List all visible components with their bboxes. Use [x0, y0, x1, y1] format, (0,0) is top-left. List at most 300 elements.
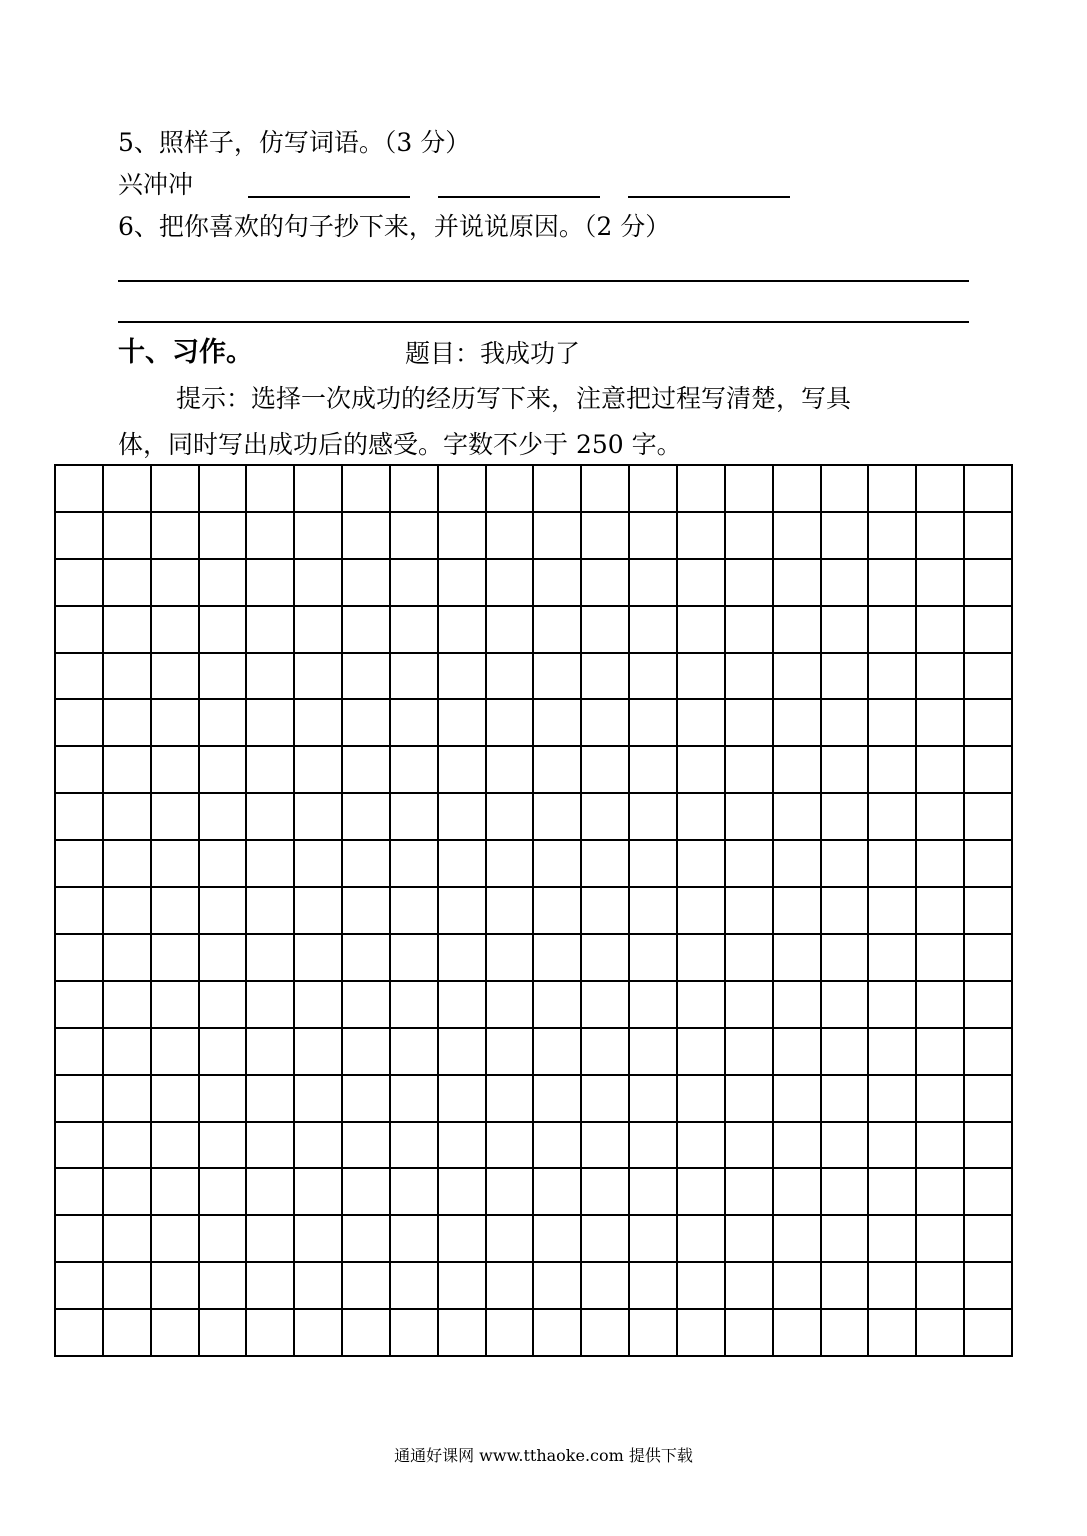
grid-cell[interactable]	[487, 888, 535, 935]
grid-cell[interactable]	[774, 935, 822, 982]
grid-cell[interactable]	[534, 1076, 582, 1123]
grid-cell[interactable]	[678, 841, 726, 888]
grid-cell[interactable]	[678, 1123, 726, 1170]
grid-cell[interactable]	[822, 560, 870, 607]
grid-cell[interactable]	[534, 560, 582, 607]
grid-cell[interactable]	[56, 747, 104, 794]
grid-cell[interactable]	[439, 513, 487, 560]
grid-cell[interactable]	[247, 1169, 295, 1216]
grid-cell[interactable]	[200, 1076, 248, 1123]
grid-cell[interactable]	[726, 888, 774, 935]
grid-cell[interactable]	[343, 1123, 391, 1170]
grid-cell[interactable]	[582, 700, 630, 747]
grid-cell[interactable]	[582, 1263, 630, 1310]
grid-cell[interactable]	[439, 841, 487, 888]
grid-cell[interactable]	[247, 1263, 295, 1310]
grid-cell[interactable]	[56, 841, 104, 888]
grid-cell[interactable]	[104, 1123, 152, 1170]
grid-cell[interactable]	[56, 1310, 104, 1357]
grid-cell[interactable]	[391, 888, 439, 935]
grid-cell[interactable]	[726, 607, 774, 654]
grid-cell[interactable]	[200, 982, 248, 1029]
grid-cell[interactable]	[391, 1169, 439, 1216]
grid-cell[interactable]	[869, 747, 917, 794]
grid-cell[interactable]	[726, 1169, 774, 1216]
grid-cell[interactable]	[726, 560, 774, 607]
grid-cell[interactable]	[152, 1123, 200, 1170]
grid-cell[interactable]	[822, 747, 870, 794]
grid-cell[interactable]	[200, 654, 248, 701]
grid-cell[interactable]	[774, 560, 822, 607]
grid-cell[interactable]	[200, 1216, 248, 1263]
grid-cell[interactable]	[200, 841, 248, 888]
grid-cell[interactable]	[630, 841, 678, 888]
grid-cell[interactable]	[678, 607, 726, 654]
grid-cell[interactable]	[152, 747, 200, 794]
grid-cell[interactable]	[200, 1310, 248, 1357]
grid-cell[interactable]	[869, 1169, 917, 1216]
grid-cell[interactable]	[917, 607, 965, 654]
grid-cell[interactable]	[965, 841, 1013, 888]
grid-cell[interactable]	[487, 841, 535, 888]
grid-cell[interactable]	[774, 1123, 822, 1170]
grid-cell[interactable]	[965, 1169, 1013, 1216]
grid-cell[interactable]	[678, 935, 726, 982]
grid-cell[interactable]	[582, 1123, 630, 1170]
grid-cell[interactable]	[965, 700, 1013, 747]
grid-cell[interactable]	[726, 841, 774, 888]
grid-cell[interactable]	[152, 1310, 200, 1357]
grid-cell[interactable]	[630, 1263, 678, 1310]
grid-cell[interactable]	[726, 747, 774, 794]
grid-cell[interactable]	[295, 654, 343, 701]
grid-cell[interactable]	[200, 1123, 248, 1170]
grid-cell[interactable]	[487, 607, 535, 654]
grid-cell[interactable]	[439, 794, 487, 841]
grid-cell[interactable]	[343, 1310, 391, 1357]
grid-cell[interactable]	[822, 1123, 870, 1170]
grid-cell[interactable]	[917, 1123, 965, 1170]
grid-cell[interactable]	[343, 607, 391, 654]
grid-cell[interactable]	[439, 1029, 487, 1076]
grid-cell[interactable]	[56, 888, 104, 935]
grid-cell[interactable]	[774, 700, 822, 747]
grid-cell[interactable]	[391, 1216, 439, 1263]
grid-cell[interactable]	[917, 1076, 965, 1123]
grid-cell[interactable]	[630, 560, 678, 607]
grid-cell[interactable]	[343, 794, 391, 841]
grid-cell[interactable]	[582, 560, 630, 607]
grid-cell[interactable]	[152, 513, 200, 560]
grid-cell[interactable]	[247, 1076, 295, 1123]
grid-cell[interactable]	[917, 888, 965, 935]
grid-cell[interactable]	[247, 1123, 295, 1170]
grid-cell[interactable]	[56, 1263, 104, 1310]
grid-cell[interactable]	[774, 466, 822, 513]
grid-cell[interactable]	[678, 747, 726, 794]
grid-cell[interactable]	[104, 982, 152, 1029]
grid-cell[interactable]	[295, 841, 343, 888]
grid-cell[interactable]	[391, 1123, 439, 1170]
grid-cell[interactable]	[391, 1029, 439, 1076]
grid-cell[interactable]	[247, 841, 295, 888]
grid-cell[interactable]	[439, 607, 487, 654]
grid-cell[interactable]	[965, 513, 1013, 560]
grid-cell[interactable]	[152, 1169, 200, 1216]
grid-cell[interactable]	[152, 1029, 200, 1076]
grid-cell[interactable]	[152, 654, 200, 701]
grid-cell[interactable]	[104, 560, 152, 607]
grid-cell[interactable]	[343, 560, 391, 607]
grid-cell[interactable]	[152, 888, 200, 935]
grid-cell[interactable]	[56, 982, 104, 1029]
grid-cell[interactable]	[630, 1076, 678, 1123]
grid-cell[interactable]	[582, 935, 630, 982]
grid-cell[interactable]	[391, 607, 439, 654]
grid-cell[interactable]	[104, 607, 152, 654]
grid-cell[interactable]	[487, 1169, 535, 1216]
grid-cell[interactable]	[726, 1029, 774, 1076]
grid-cell[interactable]	[678, 654, 726, 701]
grid-cell[interactable]	[247, 700, 295, 747]
grid-cell[interactable]	[774, 513, 822, 560]
grid-cell[interactable]	[630, 1029, 678, 1076]
grid-cell[interactable]	[391, 560, 439, 607]
grid-cell[interactable]	[965, 1076, 1013, 1123]
grid-cell[interactable]	[487, 794, 535, 841]
grid-cell[interactable]	[295, 466, 343, 513]
grid-cell[interactable]	[678, 1169, 726, 1216]
grid-cell[interactable]	[774, 1310, 822, 1357]
grid-cell[interactable]	[582, 888, 630, 935]
grid-cell[interactable]	[247, 654, 295, 701]
grid-cell[interactable]	[726, 1216, 774, 1263]
grid-cell[interactable]	[534, 607, 582, 654]
grid-cell[interactable]	[200, 888, 248, 935]
grid-cell[interactable]	[678, 1263, 726, 1310]
grid-cell[interactable]	[56, 654, 104, 701]
grid-cell[interactable]	[439, 1076, 487, 1123]
grid-cell[interactable]	[56, 1216, 104, 1263]
grid-cell[interactable]	[56, 1076, 104, 1123]
grid-cell[interactable]	[295, 1216, 343, 1263]
grid-cell[interactable]	[630, 1169, 678, 1216]
grid-cell[interactable]	[391, 1310, 439, 1357]
grid-cell[interactable]	[343, 841, 391, 888]
grid-cell[interactable]	[822, 935, 870, 982]
grid-cell[interactable]	[534, 654, 582, 701]
grid-cell[interactable]	[391, 935, 439, 982]
grid-cell[interactable]	[152, 607, 200, 654]
grid-cell[interactable]	[295, 1029, 343, 1076]
grid-cell[interactable]	[678, 1076, 726, 1123]
grid-cell[interactable]	[104, 466, 152, 513]
grid-cell[interactable]	[917, 560, 965, 607]
grid-cell[interactable]	[630, 607, 678, 654]
grid-cell[interactable]	[822, 982, 870, 1029]
grid-cell[interactable]	[822, 513, 870, 560]
grid-cell[interactable]	[247, 1216, 295, 1263]
grid-cell[interactable]	[200, 607, 248, 654]
grid-cell[interactable]	[917, 982, 965, 1029]
grid-cell[interactable]	[439, 654, 487, 701]
grid-cell[interactable]	[295, 935, 343, 982]
grid-cell[interactable]	[630, 1216, 678, 1263]
grid-cell[interactable]	[104, 888, 152, 935]
grid-cell[interactable]	[678, 700, 726, 747]
grid-cell[interactable]	[343, 935, 391, 982]
grid-cell[interactable]	[917, 654, 965, 701]
grid-cell[interactable]	[487, 513, 535, 560]
grid-cell[interactable]	[678, 1029, 726, 1076]
grid-cell[interactable]	[247, 747, 295, 794]
grid-cell[interactable]	[200, 935, 248, 982]
grid-cell[interactable]	[869, 560, 917, 607]
grid-cell[interactable]	[822, 654, 870, 701]
grid-cell[interactable]	[152, 841, 200, 888]
grid-cell[interactable]	[200, 747, 248, 794]
grid-cell[interactable]	[104, 513, 152, 560]
grid-cell[interactable]	[439, 747, 487, 794]
grid-cell[interactable]	[965, 982, 1013, 1029]
grid-cell[interactable]	[774, 888, 822, 935]
grid-cell[interactable]	[247, 982, 295, 1029]
grid-cell[interactable]	[822, 700, 870, 747]
grid-cell[interactable]	[582, 513, 630, 560]
answer-line-1[interactable]	[118, 280, 969, 282]
grid-cell[interactable]	[391, 841, 439, 888]
grid-cell[interactable]	[869, 1263, 917, 1310]
grid-cell[interactable]	[56, 700, 104, 747]
grid-cell[interactable]	[487, 1216, 535, 1263]
grid-cell[interactable]	[582, 1216, 630, 1263]
grid-cell[interactable]	[295, 1263, 343, 1310]
grid-cell[interactable]	[247, 466, 295, 513]
grid-cell[interactable]	[295, 888, 343, 935]
grid-cell[interactable]	[774, 794, 822, 841]
grid-cell[interactable]	[869, 700, 917, 747]
grid-cell[interactable]	[534, 1029, 582, 1076]
grid-cell[interactable]	[104, 1076, 152, 1123]
grid-cell[interactable]	[391, 1076, 439, 1123]
grid-cell[interactable]	[104, 794, 152, 841]
grid-cell[interactable]	[295, 982, 343, 1029]
grid-cell[interactable]	[822, 794, 870, 841]
grid-cell[interactable]	[582, 607, 630, 654]
grid-cell[interactable]	[534, 466, 582, 513]
grid-cell[interactable]	[534, 1310, 582, 1357]
grid-cell[interactable]	[822, 1169, 870, 1216]
answer-line-2[interactable]	[118, 321, 969, 323]
grid-cell[interactable]	[774, 841, 822, 888]
grid-cell[interactable]	[295, 747, 343, 794]
grid-cell[interactable]	[200, 560, 248, 607]
grid-cell[interactable]	[343, 1076, 391, 1123]
grid-cell[interactable]	[917, 513, 965, 560]
grid-cell[interactable]	[726, 935, 774, 982]
grid-cell[interactable]	[917, 1310, 965, 1357]
grid-cell[interactable]	[295, 1076, 343, 1123]
grid-cell[interactable]	[534, 1216, 582, 1263]
grid-cell[interactable]	[200, 1263, 248, 1310]
grid-cell[interactable]	[295, 1123, 343, 1170]
grid-cell[interactable]	[295, 794, 343, 841]
grid-cell[interactable]	[200, 513, 248, 560]
grid-cell[interactable]	[439, 1169, 487, 1216]
grid-cell[interactable]	[822, 888, 870, 935]
grid-cell[interactable]	[56, 560, 104, 607]
grid-cell[interactable]	[152, 700, 200, 747]
grid-cell[interactable]	[917, 841, 965, 888]
grid-cell[interactable]	[295, 560, 343, 607]
grid-cell[interactable]	[869, 841, 917, 888]
grid-cell[interactable]	[487, 935, 535, 982]
grid-cell[interactable]	[678, 982, 726, 1029]
grid-cell[interactable]	[822, 466, 870, 513]
grid-cell[interactable]	[582, 1310, 630, 1357]
grid-cell[interactable]	[343, 1169, 391, 1216]
grid-cell[interactable]	[439, 700, 487, 747]
grid-cell[interactable]	[247, 1029, 295, 1076]
grid-cell[interactable]	[965, 794, 1013, 841]
grid-cell[interactable]	[247, 607, 295, 654]
grid-cell[interactable]	[295, 513, 343, 560]
grid-cell[interactable]	[726, 513, 774, 560]
grid-cell[interactable]	[534, 513, 582, 560]
grid-cell[interactable]	[439, 888, 487, 935]
grid-cell[interactable]	[104, 747, 152, 794]
grid-cell[interactable]	[630, 935, 678, 982]
grid-cell[interactable]	[869, 607, 917, 654]
grid-cell[interactable]	[582, 794, 630, 841]
grid-cell[interactable]	[200, 1169, 248, 1216]
grid-cell[interactable]	[965, 747, 1013, 794]
grid-cell[interactable]	[678, 794, 726, 841]
grid-cell[interactable]	[247, 888, 295, 935]
answer-blank-3[interactable]	[628, 196, 790, 198]
grid-cell[interactable]	[391, 1263, 439, 1310]
grid-cell[interactable]	[678, 466, 726, 513]
writing-grid[interactable]	[54, 464, 1013, 1357]
grid-cell[interactable]	[343, 982, 391, 1029]
grid-cell[interactable]	[534, 747, 582, 794]
grid-cell[interactable]	[774, 607, 822, 654]
grid-cell[interactable]	[822, 1216, 870, 1263]
grid-cell[interactable]	[391, 982, 439, 1029]
grid-cell[interactable]	[822, 607, 870, 654]
grid-cell[interactable]	[965, 1310, 1013, 1357]
grid-cell[interactable]	[343, 747, 391, 794]
grid-cell[interactable]	[295, 1310, 343, 1357]
grid-cell[interactable]	[534, 841, 582, 888]
grid-cell[interactable]	[774, 1076, 822, 1123]
grid-cell[interactable]	[56, 607, 104, 654]
grid-cell[interactable]	[630, 982, 678, 1029]
grid-cell[interactable]	[152, 1216, 200, 1263]
grid-cell[interactable]	[439, 1263, 487, 1310]
grid-cell[interactable]	[630, 1310, 678, 1357]
grid-cell[interactable]	[247, 935, 295, 982]
grid-cell[interactable]	[582, 466, 630, 513]
grid-cell[interactable]	[439, 935, 487, 982]
grid-cell[interactable]	[965, 935, 1013, 982]
grid-cell[interactable]	[104, 700, 152, 747]
grid-cell[interactable]	[869, 794, 917, 841]
grid-cell[interactable]	[487, 654, 535, 701]
grid-cell[interactable]	[822, 1029, 870, 1076]
grid-cell[interactable]	[630, 654, 678, 701]
grid-cell[interactable]	[582, 841, 630, 888]
grid-cell[interactable]	[965, 466, 1013, 513]
grid-cell[interactable]	[487, 1123, 535, 1170]
grid-cell[interactable]	[487, 982, 535, 1029]
grid-cell[interactable]	[487, 747, 535, 794]
grid-cell[interactable]	[439, 560, 487, 607]
grid-cell[interactable]	[678, 888, 726, 935]
grid-cell[interactable]	[822, 841, 870, 888]
grid-cell[interactable]	[295, 700, 343, 747]
grid-cell[interactable]	[869, 654, 917, 701]
grid-cell[interactable]	[391, 466, 439, 513]
grid-cell[interactable]	[439, 466, 487, 513]
grid-cell[interactable]	[534, 794, 582, 841]
grid-cell[interactable]	[726, 654, 774, 701]
grid-cell[interactable]	[104, 1029, 152, 1076]
grid-cell[interactable]	[295, 1169, 343, 1216]
grid-cell[interactable]	[487, 560, 535, 607]
grid-cell[interactable]	[200, 700, 248, 747]
grid-cell[interactable]	[487, 1310, 535, 1357]
grid-cell[interactable]	[152, 794, 200, 841]
grid-cell[interactable]	[152, 466, 200, 513]
grid-cell[interactable]	[869, 935, 917, 982]
grid-cell[interactable]	[104, 1310, 152, 1357]
grid-cell[interactable]	[917, 466, 965, 513]
grid-cell[interactable]	[965, 1216, 1013, 1263]
grid-cell[interactable]	[678, 560, 726, 607]
grid-cell[interactable]	[774, 1263, 822, 1310]
grid-cell[interactable]	[343, 888, 391, 935]
grid-cell[interactable]	[56, 513, 104, 560]
grid-cell[interactable]	[774, 747, 822, 794]
grid-cell[interactable]	[247, 794, 295, 841]
answer-blank-1[interactable]	[248, 196, 410, 198]
grid-cell[interactable]	[582, 747, 630, 794]
grid-cell[interactable]	[56, 794, 104, 841]
grid-cell[interactable]	[822, 1310, 870, 1357]
grid-cell[interactable]	[917, 1216, 965, 1263]
grid-cell[interactable]	[822, 1076, 870, 1123]
grid-cell[interactable]	[917, 1169, 965, 1216]
grid-cell[interactable]	[56, 1123, 104, 1170]
grid-cell[interactable]	[487, 1076, 535, 1123]
grid-cell[interactable]	[582, 1029, 630, 1076]
grid-cell[interactable]	[295, 607, 343, 654]
grid-cell[interactable]	[391, 513, 439, 560]
grid-cell[interactable]	[678, 1216, 726, 1263]
grid-cell[interactable]	[56, 1169, 104, 1216]
grid-cell[interactable]	[630, 700, 678, 747]
grid-cell[interactable]	[534, 700, 582, 747]
grid-cell[interactable]	[965, 654, 1013, 701]
grid-cell[interactable]	[343, 654, 391, 701]
answer-blank-2[interactable]	[438, 196, 600, 198]
grid-cell[interactable]	[343, 1263, 391, 1310]
grid-cell[interactable]	[869, 1076, 917, 1123]
grid-cell[interactable]	[678, 1310, 726, 1357]
grid-cell[interactable]	[391, 747, 439, 794]
grid-cell[interactable]	[104, 1263, 152, 1310]
